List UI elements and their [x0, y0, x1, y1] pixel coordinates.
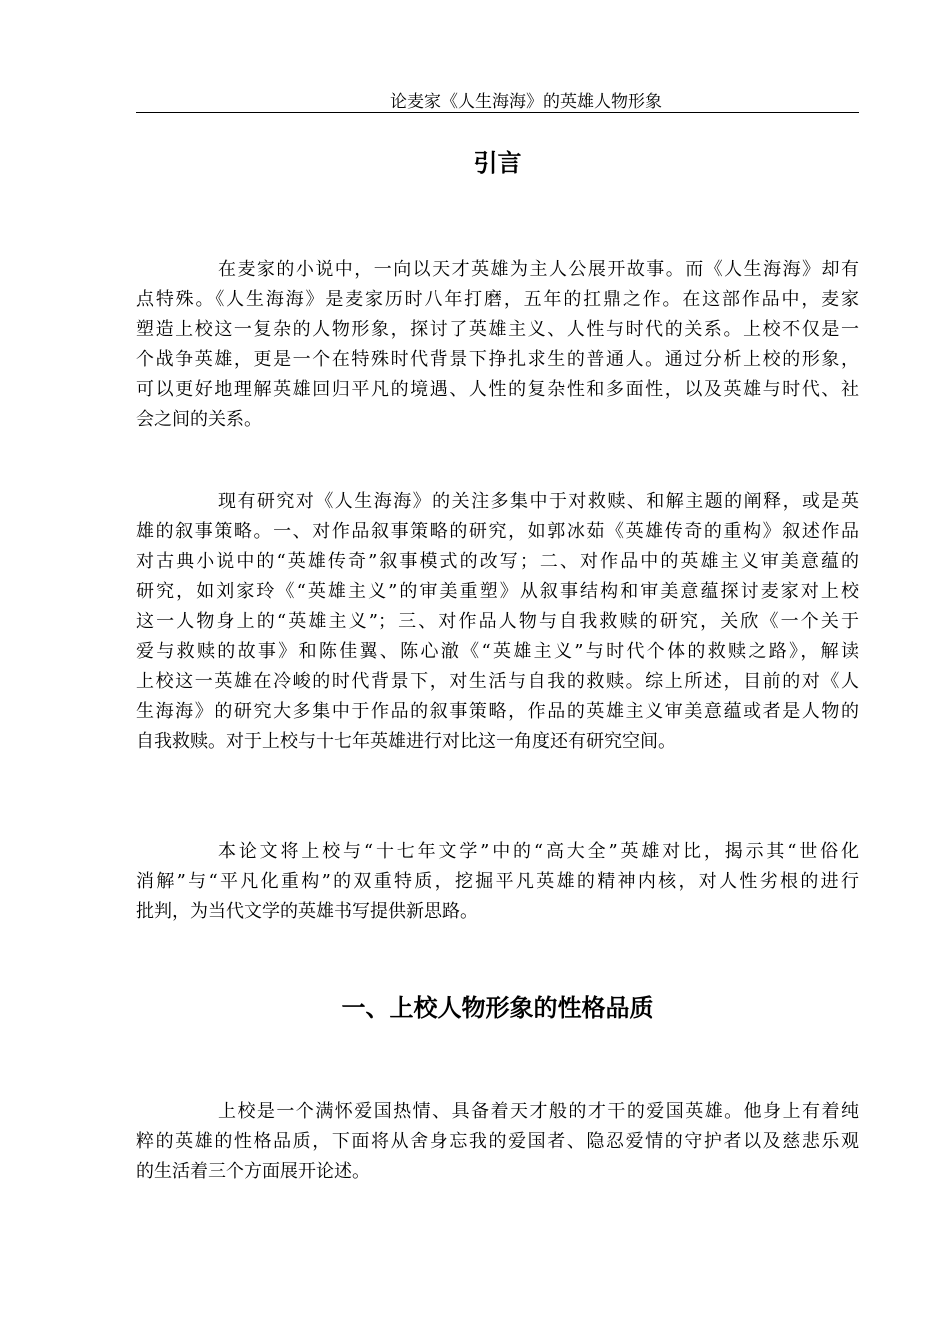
- running-header: [136, 92, 859, 113]
- intro-title: 引言: [473, 149, 522, 177]
- intro-paragraph-1: [136, 255, 859, 435]
- text-line: 消解”与“平凡化重构”的双重特质，挖掘平凡英雄的精神内核，对人性劣根的进行: [136, 871, 859, 892]
- text-line: 对古典小说中的“英雄传奇”叙事模式的改写；二、对作品中的英雄主义审美意蕴的: [136, 551, 859, 572]
- text-line: 爱与救赎的故事》和陈佳翼、陈心澈《“英雄主义”与时代个体的救赎之路》，解读: [136, 641, 859, 662]
- chapter-1-title: 一、上校人物形象的性格品质: [341, 994, 654, 1022]
- intro-paragraph-2: [136, 487, 859, 757]
- text-line: 研究，如刘家玲《“英雄主义”的审美重塑》从叙事结构和审美意蕴探讨麦家对上校: [136, 581, 859, 602]
- text-line: 现有研究对《人生海海》的关注多集中于对救赎、和解主题的阐释，或是英: [218, 491, 859, 512]
- text-line: 可以更好地理解英雄回归平凡的境遇、人性的复杂性和多面性，以及英雄与时代、社: [136, 379, 859, 400]
- text-line: 这一人物身上的“英雄主义”；三、对作品人物与自我救赎的研究，关欣《一个关于: [136, 611, 859, 632]
- chapter-1-paragraph-1: [136, 1097, 859, 1187]
- text-line: 个战争英雄，更是一个在特殊时代背景下挣扎求生的普通人。通过分析上校的形象，: [136, 349, 859, 370]
- text-line: 在麦家的小说中，一向以天才英雄为主人公展开故事。而《人生海海》却有: [218, 259, 859, 280]
- text-line: 的生活着三个方面展开论述。: [136, 1161, 370, 1182]
- text-line: 批判，为当代文学的英雄书写提供新思路。: [136, 901, 478, 922]
- text-line: 本论文将上校与“十七年文学”中的“高大全”英雄对比，揭示其“世俗化: [218, 841, 859, 862]
- text-line: 生海海》的研究大多集中于作品的叙事策略，作品的英雄主义审美意蕴或者是人物的: [136, 701, 859, 722]
- text-line: 上校是一个满怀爱国热情、具备着天才般的才干的爱国英雄。他身上有着纯: [218, 1101, 859, 1122]
- intro-paragraph-3: [136, 837, 859, 927]
- text-line: 会之间的关系。: [136, 409, 262, 430]
- text-line: 上校这一英雄在冷峻的时代背景下，对生活与自我的救赎。综上所述，目前的对《人: [136, 671, 859, 692]
- text-line: 雄的叙事策略。一、对作品叙事策略的研究，如郭冰茹《英雄传奇的重构》叙述作品: [136, 521, 859, 542]
- text-line: 自我救赎。对于上校与十七年英雄进行对比这一角度还有研究空间。: [136, 731, 676, 752]
- running-header-title: 论麦家《人生海海》的英雄人物形象: [390, 92, 662, 112]
- text-line: 塑造上校这一复杂的人物形象，探讨了英雄主义、人性与时代的关系。上校不仅是一: [136, 319, 859, 340]
- text-line: 点特殊。《人生海海》是麦家历时八年打磨，五年的扛鼎之作。在这部作品中，麦家: [136, 289, 859, 310]
- text-line: 粹的英雄的性格品质，下面将从舍身忘我的爱国者、隐忍爱情的守护者以及慈悲乐观: [136, 1131, 859, 1152]
